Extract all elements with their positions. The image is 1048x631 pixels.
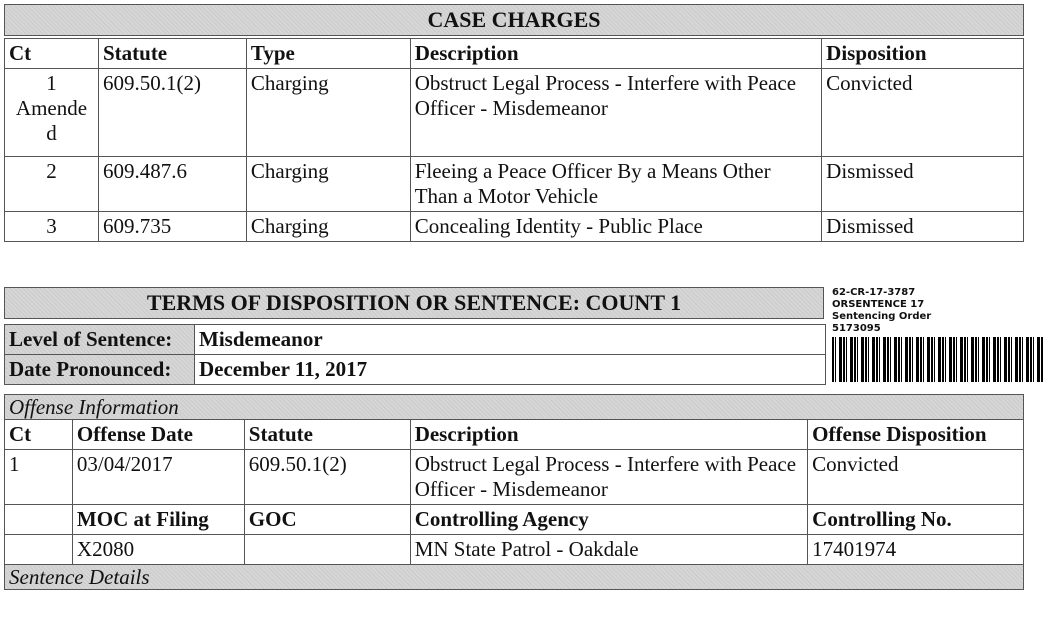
moc-header-row — [5, 505, 1024, 535]
cell-description: Obstruct Legal Process - Interfere with Peace Officer - Misdemeanor — [410, 450, 807, 505]
cell-type: Charging — [246, 69, 410, 157]
offense-info-label: Offense Information — [5, 395, 1024, 420]
cell-ct: 2 — [5, 157, 99, 212]
cell-disposition: Dismissed — [822, 212, 1024, 242]
sentence-details-label: Sentence Details — [5, 565, 1024, 590]
cell-description: Concealing Identity - Public Place — [410, 212, 821, 242]
level-value: Misdemeanor — [195, 325, 826, 355]
cell-ct: 1 — [5, 450, 73, 505]
col-statute: Statute — [244, 420, 410, 450]
offense-table — [4, 394, 1024, 590]
col-offense-disposition: Offense Disposition — [808, 420, 1024, 450]
cell-empty — [5, 505, 73, 535]
barcode-doc-id: 5173095 — [832, 323, 881, 334]
case-charges-header-row — [5, 39, 1024, 69]
table-row — [5, 69, 1024, 157]
col-disposition: Disposition — [822, 39, 1024, 69]
col-ct: Ct — [5, 39, 99, 69]
col-controlling-no: Controlling No. — [808, 505, 1024, 535]
date-label: Date Pronounced: — [5, 355, 195, 385]
cell-statute: 609.50.1(2) — [244, 450, 410, 505]
cell-statute: 609.735 — [98, 212, 246, 242]
cell-ct: 1 Amende d — [5, 69, 99, 157]
cell-controlling-no: 17401974 — [808, 535, 1024, 565]
col-description: Description — [410, 39, 821, 69]
cell-statute: 609.487.6 — [98, 157, 246, 212]
cell-agency: MN State Patrol - Oakdale — [410, 535, 807, 565]
barcode-doc-type: ORSENTENCE 17 — [832, 299, 925, 310]
offense-info-row — [5, 395, 1024, 420]
table-row — [5, 212, 1024, 242]
table-row — [5, 450, 1024, 505]
cell-offense-date: 03/04/2017 — [72, 450, 244, 505]
date-row — [5, 355, 826, 385]
barcode-case-number: 62-CR-17-3787 — [832, 287, 916, 298]
cell-statute: 609.50.1(2) — [98, 69, 246, 157]
cell-description: Fleeing a Peace Officer By a Means Other Than a Motor Vehicle — [410, 157, 821, 212]
cell-empty — [5, 535, 73, 565]
level-label: Level of Sentence: — [5, 325, 195, 355]
table-row — [5, 535, 1024, 565]
terms-title: TERMS OF DISPOSITION OR SENTENCE: COUNT 1 — [4, 287, 824, 319]
sentence-details-row — [5, 565, 1024, 590]
case-charges-table — [4, 38, 1024, 242]
barcode-block — [832, 287, 1044, 382]
cell-offense-disposition: Convicted — [808, 450, 1024, 505]
col-ct: Ct — [5, 420, 73, 450]
cell-goc — [244, 535, 410, 565]
cell-type: Charging — [246, 212, 410, 242]
barcode-doc-title: Sentencing Order — [832, 311, 932, 322]
col-agency: Controlling Agency — [410, 505, 807, 535]
cell-description: Obstruct Legal Process - Interfere with Peace Officer - Misdemeanor — [410, 69, 821, 157]
barcode-icon — [832, 337, 1044, 382]
cell-disposition: Dismissed — [822, 157, 1024, 212]
date-value: December 11, 2017 — [195, 355, 826, 385]
offense-header-row — [5, 420, 1024, 450]
col-type: Type — [246, 39, 410, 69]
col-statute: Statute — [98, 39, 246, 69]
level-row — [5, 325, 826, 355]
cell-ct: 3 — [5, 212, 99, 242]
table-row — [5, 157, 1024, 212]
cell-type: Charging — [246, 157, 410, 212]
cell-moc: X2080 — [72, 535, 244, 565]
col-moc: MOC at Filing — [72, 505, 244, 535]
col-description: Description — [410, 420, 807, 450]
col-offense-date: Offense Date — [72, 420, 244, 450]
cell-disposition: Convicted — [822, 69, 1024, 157]
case-charges-title: CASE CHARGES — [4, 4, 1024, 36]
sentence-level-table — [4, 324, 826, 385]
col-goc: GOC — [244, 505, 410, 535]
